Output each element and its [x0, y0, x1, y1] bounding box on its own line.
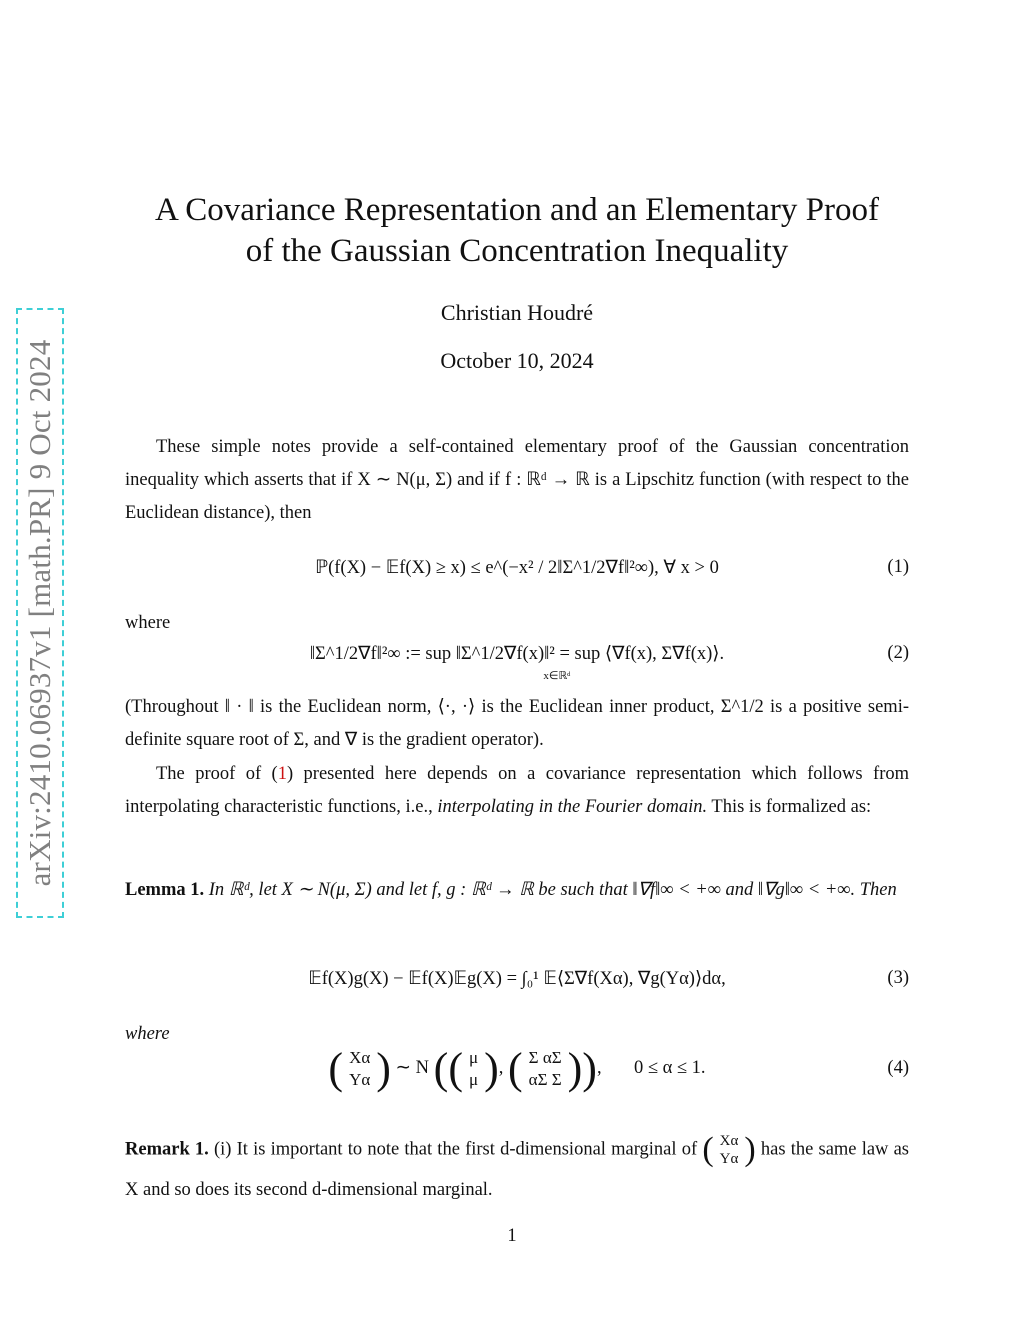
remark-text-1: (i) It is important to note that the first d-dimensional marginal of [213, 1139, 698, 1160]
equation-2-number: (2) [887, 643, 909, 663]
equation-3 [125, 968, 909, 998]
remark-label: Remark 1. [125, 1139, 209, 1160]
lemma-1 [125, 874, 909, 907]
equation-1-number: (1) [887, 557, 909, 577]
equation-2-body: ‖Σ^1/2∇f‖²∞ := sup ‖Σ^1/2∇f(x)‖² = sup ⟨∇f(x), Σ∇f(x)⟩. [309, 644, 725, 664]
intro-paragraph: These simple notes provide a self-contained elementary proof of the Gaussian concentration inequality which asserts that if X ∼ N(μ, Σ) and if f : ℝᵈ → ℝ is a Lipschitz function (with respect to the Euclidean distance), then [125, 437, 909, 523]
equation-4-condition: 0 ≤ α ≤ 1. [633, 1058, 706, 1078]
equation-1-body: ℙ(f(X) − 𝔼f(X) ≥ x) ≤ e^(−x² / 2‖Σ^1/2∇f‖²∞), ∀ x > 0 [315, 558, 719, 578]
where-1: where [125, 613, 171, 633]
where-2: where [125, 1024, 170, 1044]
proof-text-2: ) presented here depends on a covariance representation which follows from interpolating characteristic functions, i.e., [125, 764, 910, 817]
equation-2-sup-subscript: x∈ℝᵈ [543, 670, 571, 682]
author: Christian Houdré [440, 300, 594, 325]
equation-4 [125, 1040, 909, 1096]
proof-text-3: This is formalized as: [707, 797, 872, 817]
equation-4-body: ( Xα Yα ) ∼ N (( μ μ ), ( Σ αΣ αΣ Σ )), 0 ≤ α ≤ 1. [328, 1043, 706, 1093]
remark-1: Remark 1. (i) It is important to note that the first d-dimensional marginal of ( Xα Yα ) has the same law as X and so does its second d-dimensional marginal. [125, 1131, 909, 1200]
equation-3-body: 𝔼f(X)g(X) − 𝔼f(X)𝔼g(X) = ∫₀¹ 𝔼⟨Σ∇f(Xα), ∇g(Yα)⟩dα, [308, 969, 726, 989]
vector-x-y: Xα Yα [349, 1047, 371, 1089]
title-line-1: A Covariance Representation and an Elementary Proof [155, 192, 879, 228]
equation-1 [125, 557, 909, 587]
equation-3-number: (3) [887, 968, 909, 988]
equation-4-number: (4) [887, 1058, 909, 1078]
proof-text-1: The proof of ( [156, 764, 278, 784]
equation-2 [125, 643, 909, 687]
arxiv-stamp [16, 308, 64, 918]
proof-emphasis: interpolating in the Fourier domain. [437, 797, 708, 817]
date: October 10, 2024 [440, 348, 594, 373]
proof-paragraph [125, 758, 909, 824]
equation-4-sim: ∼ N [395, 1058, 430, 1078]
lemma-text: In ℝᵈ, let X ∼ N(μ, Σ) and let f, g : ℝᵈ → ℝ be such that ‖∇f‖∞ < +∞ and ‖∇g‖∞ < +∞. Then [208, 880, 897, 900]
covariance-matrix: Σ αΣ αΣ Σ [528, 1047, 562, 1089]
parenthetical-note: (Throughout ‖ · ‖ is the Euclidean norm, ⟨·, ·⟩ is the Euclidean inner product, Σ^1/2 is a positive semi-definite square root of Σ, and ∇ is the gradient operator). [125, 697, 909, 750]
page-number: 1 [507, 1226, 517, 1246]
lemma-label: Lemma 1. [125, 880, 205, 900]
remark-text-2: has the same law as X and so does its second d-dimensional marginal. [125, 1139, 909, 1200]
arxiv-stamp-text: arXiv:2410.06937v1 [math.PR] 9 Oct 2024 [22, 339, 57, 887]
mean-vector: μ μ [468, 1047, 479, 1089]
title-line-2: of the Gaussian Concentration Inequality [245, 233, 789, 269]
paper-title [100, 190, 934, 272]
equation-reference-link[interactable]: 1 [277, 764, 287, 784]
remark-vector: Xα Yα [719, 1133, 739, 1167]
